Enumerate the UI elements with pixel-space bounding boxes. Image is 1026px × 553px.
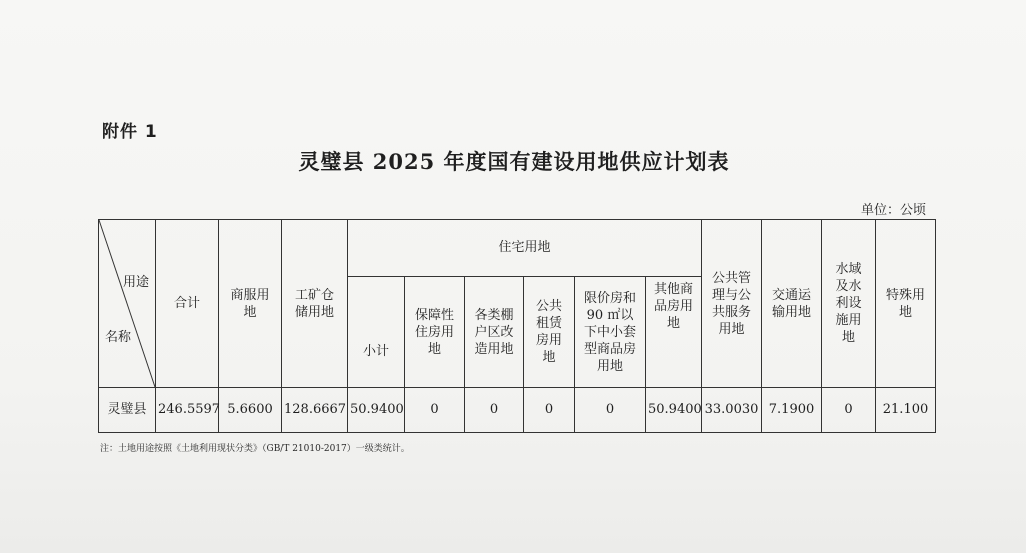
- cell-subtotal: 50.9400: [348, 388, 405, 433]
- footnote: 注：土地用途按照《土地利用现状分类》（GB/T 21010-2017）一级类统计。: [100, 444, 410, 454]
- header-price-limited: [575, 277, 646, 388]
- diag-label-name: 名称: [105, 330, 132, 345]
- unit-label: 单位：公顷: [860, 203, 926, 218]
- header-price-limited-text: 限价房和 90 ㎡以下中小套型商品房用地: [583, 290, 636, 374]
- attachment-label: 附件 1: [102, 122, 158, 142]
- header-transport-text: 交通运输用地: [772, 287, 812, 320]
- cell-industrial: 128.6667: [282, 388, 348, 433]
- cell-water: 0: [822, 388, 876, 433]
- header-shantytown-text: 各类棚户区改造用地: [474, 307, 514, 357]
- header-industrial-text: 工矿仓储用地: [294, 287, 334, 320]
- header-affordable: [405, 277, 465, 388]
- cell-shantytown: 0: [465, 388, 524, 433]
- row-name: 灵璧县: [99, 388, 156, 433]
- header-public-admin: [702, 220, 762, 388]
- header-subtotal-text: 小计: [362, 343, 389, 359]
- cell-other-commercial-housing: 50.9400: [646, 388, 702, 433]
- cell-special: 21.100: [876, 388, 936, 433]
- diagonal-header-cell: [99, 220, 156, 388]
- cell-public-rental: 0: [524, 388, 575, 433]
- cell-price-limited: 0: [575, 388, 646, 433]
- header-public-admin-text: 公共管理与公共服务用地: [712, 270, 752, 337]
- header-commercial: [219, 220, 282, 388]
- header-water-text: 水域及水利设施用地: [835, 262, 862, 345]
- header-industrial: [282, 220, 348, 388]
- header-water: [822, 220, 876, 388]
- header-affordable-text: 保障性住房用地: [414, 307, 454, 357]
- table-row: [99, 388, 936, 433]
- header-total-text: 合计: [173, 295, 200, 311]
- header-subtotal: [348, 277, 405, 388]
- header-special: [876, 220, 936, 388]
- header-other-commercial-housing-text: 其他商品房用地: [653, 282, 693, 331]
- cell-transport: 7.1900: [762, 388, 822, 433]
- cell-affordable: 0: [405, 388, 465, 433]
- header-other-commercial-housing: [646, 277, 702, 388]
- cell-total: 246.5597: [156, 388, 219, 433]
- header-public-rental-text: 公共租赁房用地: [535, 299, 562, 365]
- header-shantytown: [465, 277, 524, 388]
- header-residential-group: [348, 220, 702, 277]
- header-total: [156, 220, 219, 388]
- cell-commercial: 5.6600: [219, 388, 282, 433]
- diag-label-usage: 用途: [122, 275, 149, 290]
- page-title: 灵璧县 2025 年度国有建设用地供应计划表: [298, 149, 730, 174]
- header-transport: [762, 220, 822, 388]
- cell-public-admin: 33.0030: [702, 388, 762, 433]
- header-public-rental: [524, 277, 575, 388]
- diagonal-line: [99, 220, 155, 387]
- header-residential-text: 住宅用地: [498, 240, 551, 255]
- header-special-text: 特殊用地: [886, 287, 926, 320]
- header-commercial-text: 商服用地: [230, 287, 270, 320]
- supply-plan-table: [98, 219, 936, 433]
